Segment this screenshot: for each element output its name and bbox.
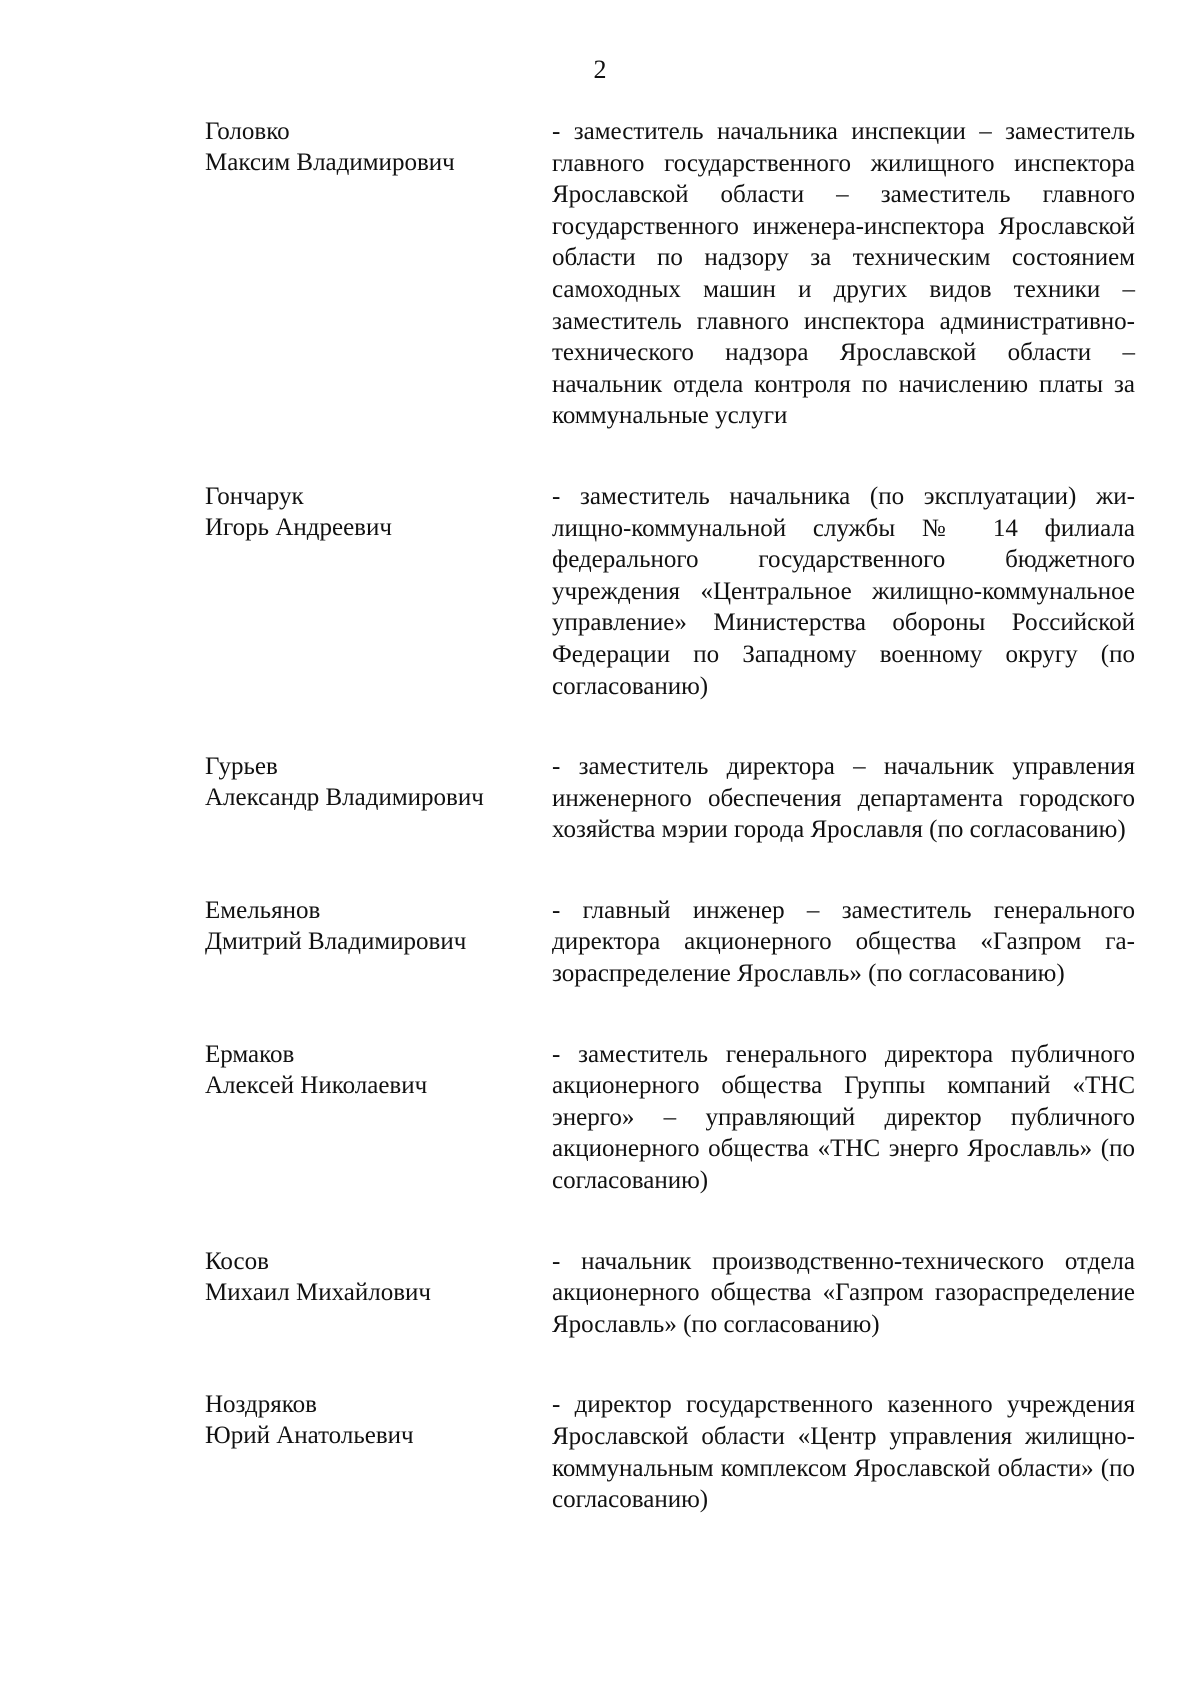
member-entry [0, 1039, 1200, 1197]
page-number: 2 [593, 55, 607, 84]
member-surname: Ноздряков [205, 1391, 317, 1419]
member-position: - заместитель директора – начальник управления инженерного обеспечения департамента городского хозяйства мэрии города Ярославля (по согласованию) [552, 753, 1135, 844]
member-position: - директор государственного казенного учреждения Ярославской области «Центр управления жилищно-коммунальным комплексом Ярославской области» (по согласованию) [552, 1391, 1135, 1514]
member-surname: Косов [205, 1247, 269, 1275]
member-name [205, 116, 545, 178]
member-surname: Гончарук [205, 482, 304, 510]
member-given-names: Михаил Михайлович [205, 1278, 431, 1306]
member-entry [0, 895, 1200, 990]
member-entry [0, 1389, 1200, 1515]
member-given-names: Алексей Николаевич [205, 1071, 428, 1099]
member-entry [0, 116, 1200, 432]
member-surname: Головко [205, 118, 290, 145]
member-surname: Гурьев [205, 753, 278, 781]
member-surname: Ермаков [205, 1040, 295, 1068]
member-name [205, 895, 545, 957]
member-list [0, 116, 1200, 1516]
member-given-names: Игорь Андреевич [205, 513, 392, 541]
member-position: - начальник производственно-технического отдела акционерного общества «Газпром газораспределение Ярославль» (по согласованию) [552, 1247, 1135, 1338]
member-name [205, 481, 545, 543]
member-given-names: Максим Владимирович [205, 149, 455, 176]
member-name [205, 1039, 545, 1101]
member-name [205, 751, 545, 813]
member-given-names: Дмитрий Владимирович [205, 927, 467, 955]
member-name [205, 1389, 545, 1451]
member-given-names: Александр Владимирович [205, 784, 484, 812]
member-position: - заместитель начальника (по эксплуатации) жилищно-коммунальной службы № 14 филиала федерального государственного бюджетного учреждения «Центральное жилищно-коммунальное управление» Министерства обороны Российской Федерации по Западному военному округу (по согласованию) [552, 482, 1135, 700]
member-position: - заместитель генерального директора публичного акционерного общества Группы компаний «ТНС энерго» – управляющий директор публичного акционерного общества «ТНС энерго Ярославль» (по согласованию) [552, 1040, 1135, 1195]
member-given-names: Юрий Анатольевич [205, 1422, 414, 1450]
member-position: - заместитель начальника инспекции – заместитель главного государственного жилищного инспектора Ярославской области – заместитель главного государственного инженера-инспектора Ярославской области по надзору за техническим состоянием самоходных машин и других видов техники – заместитель главного инспектора административно-технического надзора Ярославской области – начальник отдела контроля по начислению платы за коммунальные услуги [552, 118, 1135, 430]
member-entry [0, 481, 1200, 702]
member-surname: Емельянов [205, 896, 321, 924]
member-position: - главный инженер – заместитель генерального директора акционерного общества «Газпром газораспределение Ярославль» (по согласованию) [552, 896, 1135, 988]
member-entry [0, 1246, 1200, 1341]
member-name [205, 1246, 545, 1308]
member-entry [0, 751, 1200, 846]
